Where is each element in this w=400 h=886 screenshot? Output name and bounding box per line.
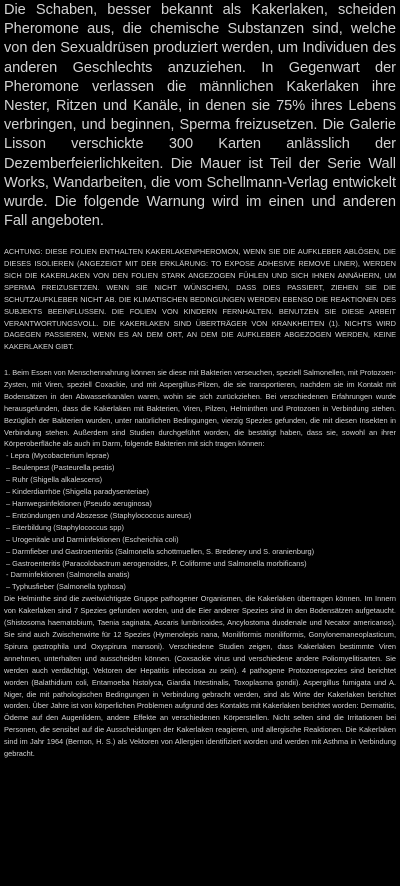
warning-paragraph: ACHTUNG: DIESE FOLIEN ENTHALTEN KAKERLAKENPHEROMON, WENN SIE DIE AUFKLEBER ABLÖSEN, DIE DIESES ISOLIEREN (ANGEZEIGT MIT DER ERKLÄRUNG: TO EXPOSE ADHESIVE REMOVE LINER), WERDEN SICH DIE KAKERLAKEN VON DEN FOLIEN STARK ANGEZOGEN FÜHLEN UND SICH IHNEN ANNÄHERN, UM SPERMA FREIZUSETZEN. WENN SIE NICHT WÜNSCHEN, DASS DIES PASSIERT, ZIEHEN SIE DIE SCHUTZAUFKLEBER NICHT AB. DIE KLIMATISCHEN BEDINGUNGEN WERDEN EBENSO DIE REAKTIONEN DES SUBJEKTS BEEINFLUSSEN. DIE FOLIEN VON KINDERN FERNHALTEN. BENUTZEN SIE DIESE ARBEIT VERANTWORTUNGSVOLL. DIE KAKERLAKEN SIND ÜBERTRÄGER VON KRANKHEITEN (1). NICHTS WIRD DAGEGEN PASSIEREN, WENN ES AN DEM ORT, AN DEM DIE AUFKLEBER ABGEZOGEN WERDEN, KEINE KAKERLAKEN GIBT. xyxy=(4,247,396,352)
footnote-section xyxy=(4,367,396,760)
disease-item: - Darminfektionen (Salmonella anatis) xyxy=(6,570,130,580)
disease-item: – Gastroenteritis (Paracolobactrum aerogenoides, P. Coliforme und Salmonella morbificans) xyxy=(6,558,307,568)
disease-item: – Entzündungen und Abszesse (Staphylococcus aureus) xyxy=(6,510,192,520)
disease-item: – Darmfieber und Gastroenteritis (Salmonella schottmuellen, S. Bredeney und S. oranienburg) xyxy=(6,546,315,556)
disease-item: – Harnwegsinfektionen (Pseudo aeruginosa) xyxy=(6,499,152,508)
disease-item: - Lepra (Mycobacterium leprae) xyxy=(6,451,110,461)
footnote-intro: 1. Beim Essen von Menschennahrung können sie diese mit Bakterien verseuchen, speziell Salmonellen, mit Protozoen-Zysten, mit Viren, speziell Coxackie, und mit Aspergillus-Pilzen, die sie transportieren, nachdem sie im Kontakt mit Bodensätzen in den Abwasserkanälen waren, wohin sie sich zurückziehen. Bei verschiedenen Erfahrungen wurde herausgefunden, dass die Kakerlaken mit Bakterien, Viren, Pilzen, Helminthen und Protozoen in Verbindung stehen. Bezüglich der Bakterien wurden, unter natürlichen Bedingungen, vierzig Spezies gefunden, die mit diesen Insekten in Verbindung stehen. Außerdem sind Studien durchgeführt worden, die bestätigt haben, dass sie, sowohl an ihrer Körperoberfläche als auch im Darm, folgende Bakterien mit sich tragen können: xyxy=(4,368,396,449)
footnote-body: Die Helminthe sind die zweitwichtigste Gruppe pathogener Organismen, die Kakerlaken übertragen können. Im Innern von Kakerlaken sind 7 Spezies gefunden worden, und die Eier anderer Spezies sind in den Bodensätzen aufgetaucht. (Shistosoma haematobium, Taenia saginata, Ascaris lumbricoides, Ancylostoma duodenale und Necator americanos). Sie sind auch Zwischenwirte für 12 Spezies (Hymenolepis nana, Moniliformis moniliformis, Gonylonemaneoplasticum, Spirura gastrophila und Oxyspirura mansoni). Verschiedene Studien zeigen, dass Kakerlaken bestimmte Viren annehmen, unterhalten und ausscheiden können. (Coxsackie virus und verschiedene andere Poliomyelitisarten. Sie werden auch verdächtigt, Vektoren der Hepatitis infecciosa zu sein). 4 pathogene Protozoenspezies sind berichtet worden (Balathidium coli, Entamoeba histolyca, Giardia Intestinalis, Toxoplasma gondii). Aspergillus fumigata und A. Niger, die mit pathologischen Bedingungen in Verbindung gebracht werden, sind als Wirte der Kakerlaken berichtet worden. Über Jahre ist von körperlichen Problemen aufgrund des Kontakts mit Kakerlaken berichtet worden: Dermatitis, Ödeme auf den Augenlidern, andere Effekte an verschiedenen Körperstellen. Nicht selten sind die Irritationen bei Personen, die sensibel auf die Ausscheidungen der Kakerlaken reagieren, und allergische Reaktionen. Die Kakerlaken sind im Jahr 1964 (Bernon, H. S.) als Vektoren von Allergien identifiziert worden und werden mit Asthma in Verbindung gebracht. xyxy=(4,594,396,759)
disease-item: – Typhusfieber (Salmonella typhosa) xyxy=(6,582,126,592)
disease-item: – Eiterbildung (Staphylococcus spp) xyxy=(6,522,124,532)
disease-item: – Ruhr (Shigella alkalescens) xyxy=(6,475,103,485)
disease-item: – Urogenitale und Darminfektionen (Escherichia coli) xyxy=(6,534,179,544)
disease-item: – Beulenpest (Pasteurella pestis) xyxy=(6,463,115,473)
disease-list xyxy=(4,450,396,593)
disease-item: – Kinderdiarrhöe (Shigella paradysenteriae) xyxy=(6,487,149,497)
intro-paragraph: Die Schaben, besser bekannt als Kakerlaken, scheiden Pheromone aus, die chemische Substanzen sind, welche von den Sexualdrüsen produziert werden, um Individuen des anderen Geschlechts anzuziehen. In Gegenwart der Pheromone verlassen die männlichen Kakerlaken ihre Nester, Ritzen und Kanäle, in denen sie 75% ihres Lebens verbringen, und beginnen, Sperma freizusetzen. Die Galerie Lisson verschickte 300 Karten anlässlich der Dezemberfeierlichkeiten. Die Mauer ist Teil der Serie Wall Works, Wandarbeiten, die vom Schellmann-Verlag entwickelt wurde. Die folgende Warnung wird im einen und anderen Fall angeboten. xyxy=(4,2,396,230)
